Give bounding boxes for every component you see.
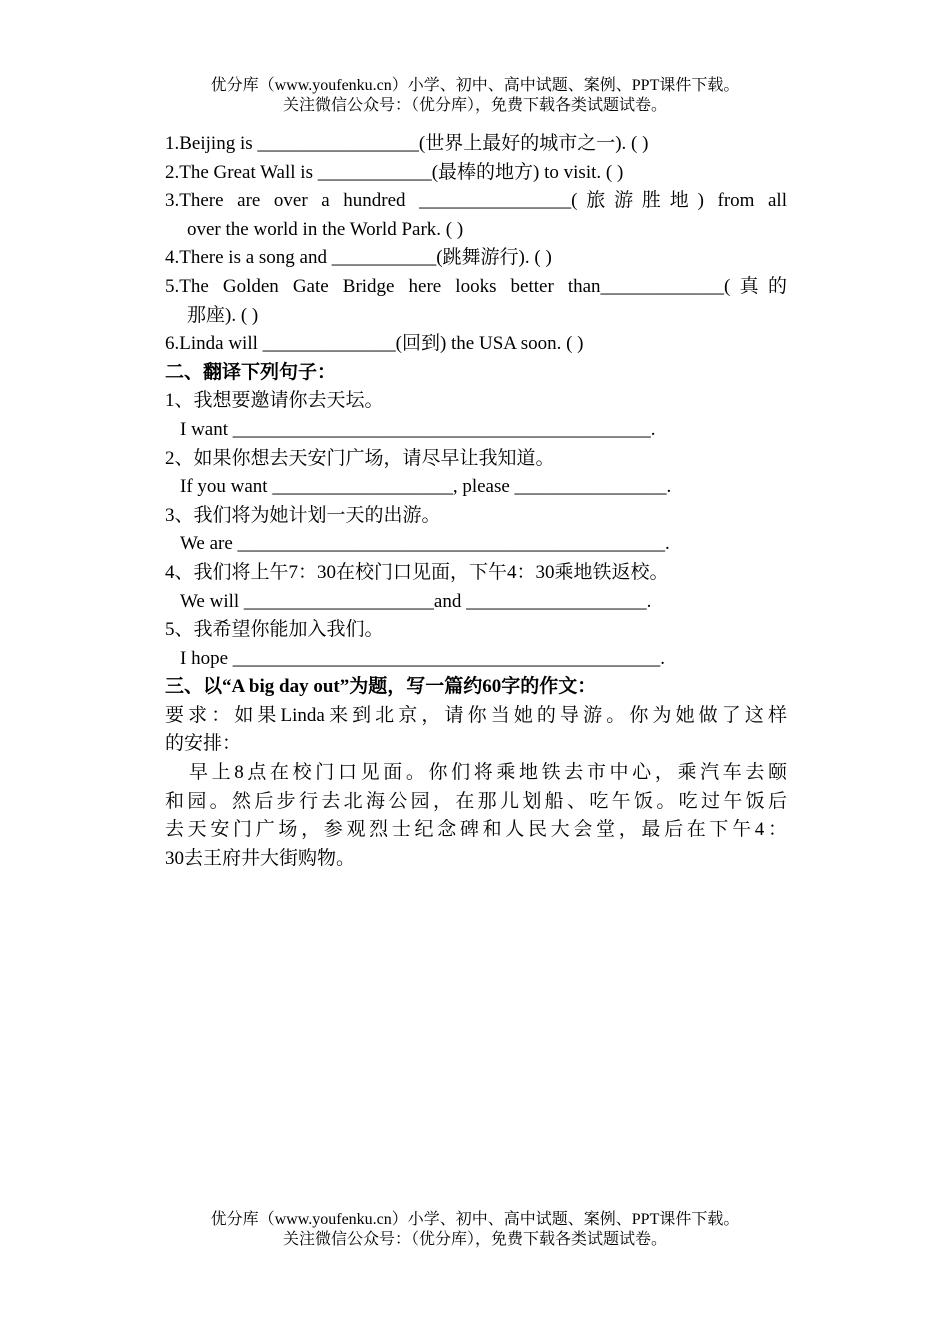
question-1: 1.Beijing is _________________(世界上最好的城市之一). ( ) bbox=[165, 133, 649, 154]
arrangement-line-3: 去天安门广场，参观烈士纪念碑和人民大会堂，最后在下午4： bbox=[165, 819, 787, 841]
header-line-2: 关注微信公众号：（优分库），免费下载各类试题试卷。 bbox=[282, 97, 667, 114]
translate-1-answer: I want ____________________________________________. bbox=[180, 418, 656, 440]
footer-line-2: 关注微信公众号：（优分库），免费下载各类试题试卷。 bbox=[282, 1231, 667, 1248]
question-3-line-2: over the world in the World Park. ( ) bbox=[187, 218, 464, 240]
question-4: 4.There is a song and ___________(跳舞游行). ( ) bbox=[165, 247, 552, 269]
translate-3-answer: We are _____________________________________________. bbox=[180, 533, 670, 555]
translate-5-answer: I hope _____________________________________________. bbox=[180, 647, 666, 669]
section-3-title: 三、以“A big day out”为题，写一篇约60字的作文： bbox=[165, 676, 597, 698]
question-6: 6.Linda will ______________(回到) the USA soon. ( ) bbox=[165, 333, 584, 355]
translate-4-chinese: 4、我们将上午7：30在校门口见面，下午4：30乘地铁返校。 bbox=[165, 561, 669, 583]
translate-1-chinese: 1、我想要邀请你去天坛。 bbox=[165, 390, 384, 412]
question-5-line-2: 那座). ( ) bbox=[187, 304, 259, 326]
translate-2-chinese: 2、如果你想去天安门广场，请尽早让我知道。 bbox=[165, 447, 555, 469]
translate-3-chinese: 3、我们将为她计划一天的出游。 bbox=[165, 504, 441, 526]
question-3-line-1: 3.There are over a hundred ________________(旅游胜地) from all bbox=[165, 190, 787, 212]
arrangement-line-2: 和园。然后步行去北海公园，在那儿划船、吃午饭。吃过午饭后 bbox=[165, 790, 787, 812]
arrangement-line-4: 30去王府井大街购物。 bbox=[165, 847, 356, 869]
section-2-title: 二、翻译下列句子： bbox=[165, 361, 337, 383]
question-2: 2.The Great Wall is ____________(最棒的地方) to visit. ( ) bbox=[165, 161, 624, 183]
translate-4-answer: We will ____________________and ___________________. bbox=[180, 590, 652, 612]
translate-2-answer: If you want ___________________, please ________________. bbox=[180, 476, 672, 498]
translate-5-chinese: 5、我希望你能加入我们。 bbox=[165, 619, 384, 641]
arrangement-line-1: 早上8点在校门口见面。你们将乘地铁去市中心，乘汽车去颐 bbox=[189, 762, 787, 784]
footer-line-1: 优分库（www.youfenku.cn）小学、初中、高中试题、案例、PPT课件下载。 bbox=[210, 1211, 740, 1228]
page-header bbox=[0, 76, 950, 116]
header-line-1: 优分库（www.youfenku.cn）小学、初中、高中试题、案例、PPT课件下载。 bbox=[210, 77, 740, 94]
page-footer bbox=[0, 1210, 950, 1250]
question-5-line-1: 5.The Golden Gate Bridge here looks better than_____________(真的 bbox=[165, 275, 787, 297]
requirement-line-1: 要求：如果Linda来到北京，请你当她的导游。你为她做了这样 bbox=[165, 704, 787, 726]
requirement-line-2: 的安排： bbox=[165, 733, 242, 755]
worksheet-content bbox=[165, 130, 787, 873]
